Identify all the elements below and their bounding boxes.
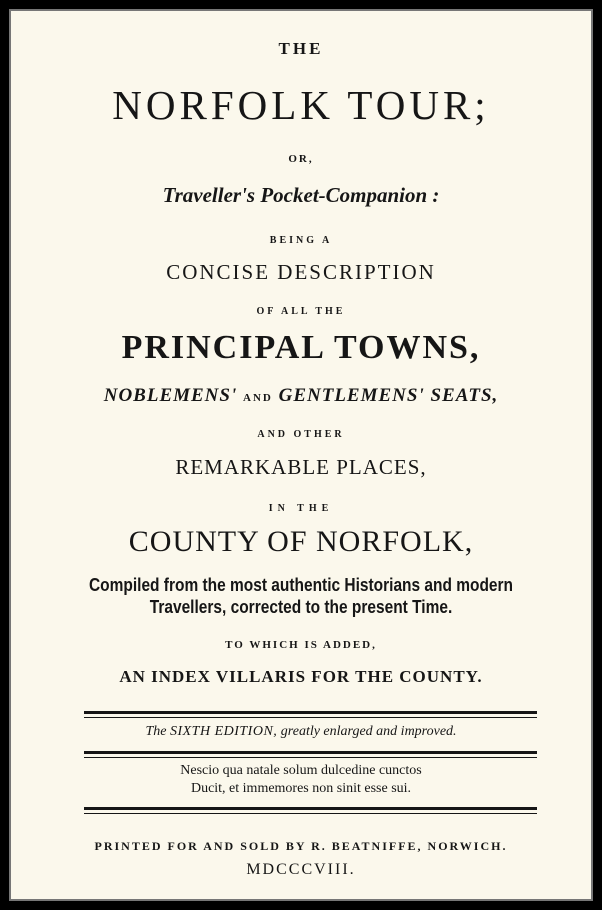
title-page bbox=[9, 9, 593, 901]
double-rule-middle bbox=[84, 751, 537, 754]
remarkable-places-line: REMARKABLE PLACES, bbox=[175, 455, 427, 479]
edition-caps: SIXTH EDITION, bbox=[169, 724, 278, 739]
edition-prefix: The bbox=[145, 724, 167, 739]
motto-line-2: Ducit, et immemores non sinit esse sui. bbox=[190, 781, 412, 796]
to-which-added-line: TO WHICH IS ADDED, bbox=[225, 639, 377, 651]
seats-line bbox=[11, 385, 591, 407]
title-article: THE bbox=[278, 39, 324, 58]
double-rule-bottom-thin bbox=[84, 813, 537, 814]
compiled-line-2: Travellers, corrected to the present Time. bbox=[149, 597, 453, 617]
in-the-line: IN THE bbox=[268, 503, 334, 514]
gentlemens-text: GENTLEMENS' SEATS, bbox=[278, 385, 499, 406]
concise-description-line: CONCISE DESCRIPTION bbox=[166, 260, 436, 284]
imprint-line: PRINTED FOR AND SOLD BY R. BEATNIFFE, NORWICH. bbox=[94, 839, 508, 853]
index-villaris-line: AN INDEX VILLARIS FOR THE COUNTY. bbox=[119, 667, 483, 686]
main-title: NORFOLK TOUR; bbox=[112, 82, 490, 128]
being-a-line: BEING A bbox=[269, 235, 333, 246]
principal-towns-line: PRINCIPAL TOWNS, bbox=[121, 329, 481, 366]
edition-rest: greatly enlarged and improved. bbox=[280, 724, 457, 739]
or-line: OR, bbox=[288, 153, 314, 165]
compiled-line-1: Compiled from the most authentic Historians and modern bbox=[88, 575, 514, 595]
edition-line bbox=[11, 724, 591, 740]
double-rule-top-thin bbox=[84, 717, 537, 718]
double-rule-top bbox=[84, 711, 537, 714]
double-rule-middle-thin bbox=[84, 757, 537, 758]
and-other-line: AND OTHER bbox=[257, 429, 345, 440]
of-all-the-line: OF ALL THE bbox=[256, 306, 346, 317]
motto-line-1: Nescio qua natale solum dulcedine cunctos bbox=[180, 763, 422, 778]
subtitle: Traveller's Pocket-Companion : bbox=[162, 183, 440, 207]
imprint-date: MDCCCVIII. bbox=[246, 861, 356, 878]
and-text: AND bbox=[243, 392, 273, 404]
county-line: COUNTY OF NORFOLK, bbox=[128, 525, 474, 558]
double-rule-bottom bbox=[84, 807, 537, 810]
noblemens-text: NOBLEMENS' bbox=[103, 385, 238, 406]
